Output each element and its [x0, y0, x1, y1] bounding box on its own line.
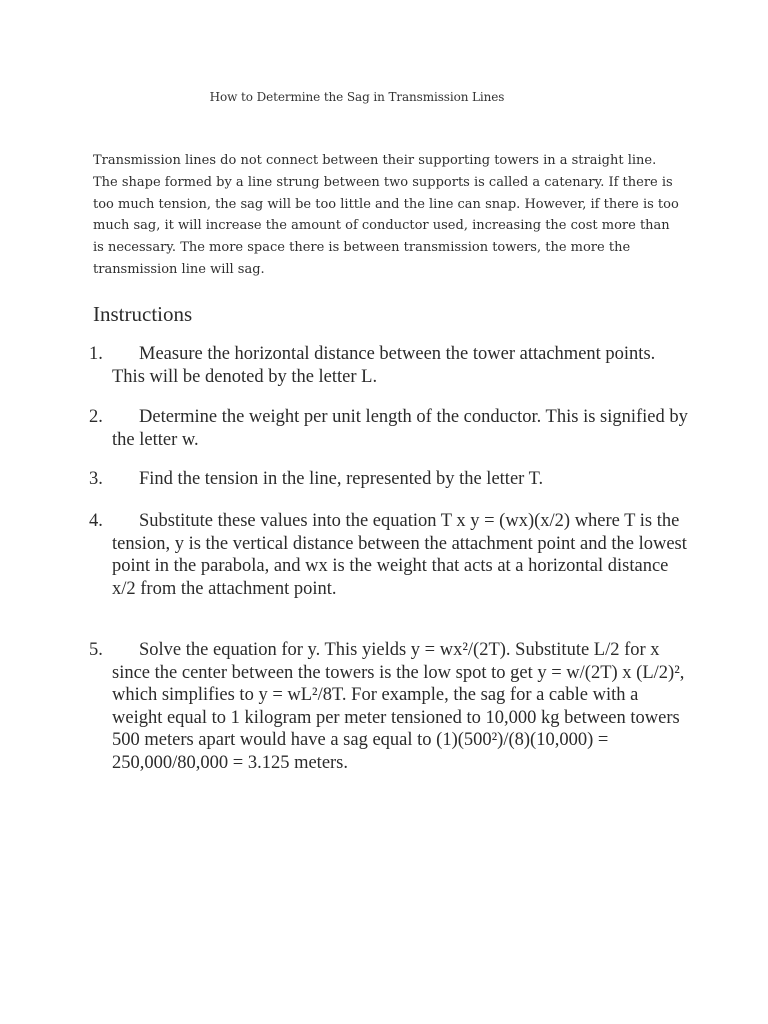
instructions-heading: Instructions	[93, 302, 193, 326]
step-text: Determine the weight per unit length of the conductor. This is signified by the letter w.	[112, 407, 688, 450]
instruction-step	[89, 510, 689, 600]
step-number: 5.	[89, 640, 103, 660]
instruction-step	[89, 639, 689, 774]
instruction-step	[89, 343, 689, 388]
instruction-step	[89, 468, 689, 491]
step-number: 1.	[89, 344, 103, 364]
step-number: 4.	[89, 511, 103, 531]
step-number: 2.	[89, 407, 103, 427]
step-text: Measure the horizontal distance between the tower attachment points. This will be denoted by the letter L.	[112, 344, 656, 387]
document-title: How to Determine the Sag in Transmission Lines	[209, 90, 505, 104]
intro-paragraph: Transmission lines do not connect between their supporting towers in a straight line. The shape formed by a line strung between two supports is called a catenary. If there is too much tension, the sag will be too little and the line can snap. However, if there is too much sag, it will increase the amount of conductor used, increasing the cost more than is necessary. The more space there is between transmission towers, the more the transmission line will sag.	[93, 153, 679, 277]
step-text: Find the tension in the line, represented by the letter T.	[139, 469, 544, 489]
step-number: 3.	[89, 469, 103, 489]
step-text: Solve the equation for y. This yields y = wx²/(2T). Substitute L/2 for x since the center between the towers is the low spot to get y = w/(2T) x (L/2)², which simplifies to y = wL²/8T. For example, the sag for a cable with a weight equal to 1 kilogram per meter tensioned to 10,000 kg between towers 500 meters apart would have a sag equal to (1)(500²)/(8)(10,000) = 250,000/80,000 = 3.125 meters.	[112, 640, 685, 773]
step-text: Substitute these values into the equation T x y = (wx)(x/2) where T is the tension, y is the vertical distance between the attachment point and the lowest point in the parabola, and wx is the weight that acts at a horizontal distance x/2 from the attachment point.	[112, 511, 687, 599]
instruction-step	[89, 406, 689, 451]
